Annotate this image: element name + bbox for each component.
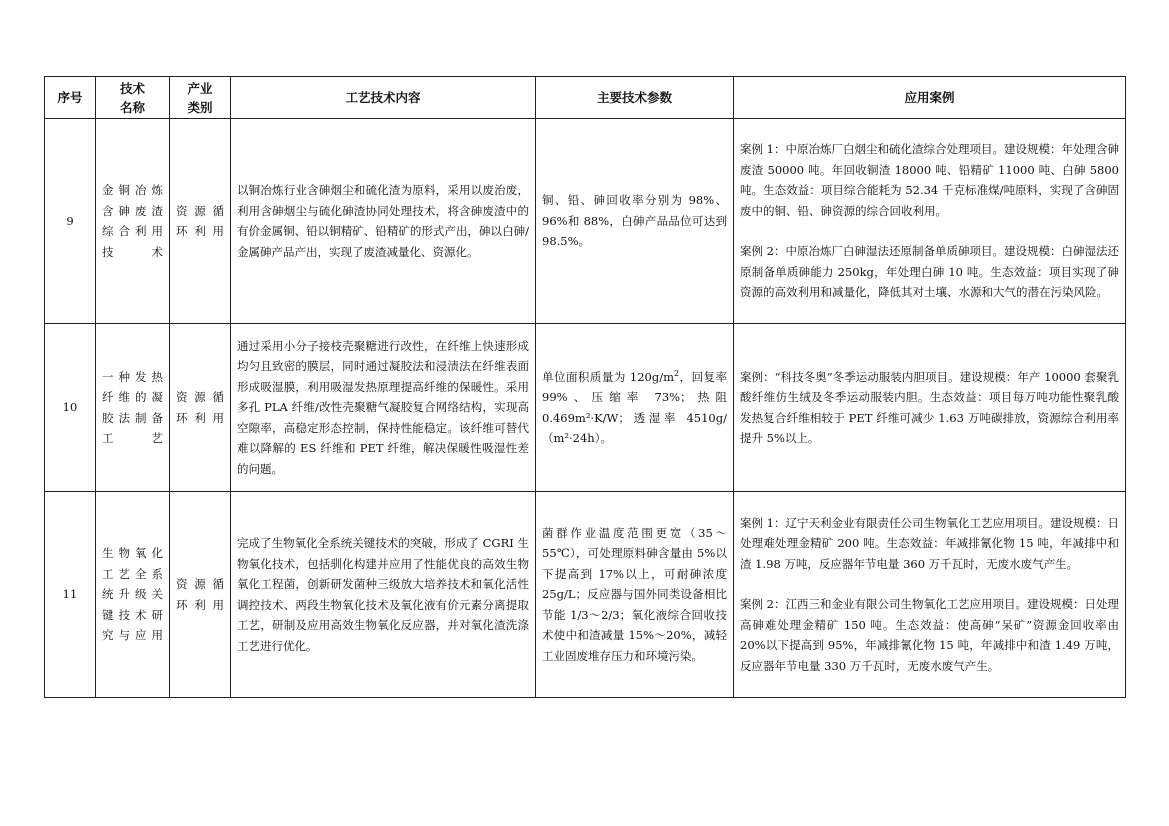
params-superscript: 2 — [674, 368, 680, 378]
technology-name-cell: 金铜冶炼 含砷废渣 综合利用 技术 — [96, 119, 170, 324]
industry-category-cell: 资源循 环利用 — [170, 492, 231, 698]
technology-table — [44, 76, 1126, 698]
application-cases-cell — [734, 324, 1126, 492]
header-process-content: 工艺技术内容 — [231, 77, 536, 119]
application-cases-cell — [734, 119, 1126, 324]
technology-name-cell: 一种发热 纤维的凝 胶法制备 工艺 — [96, 324, 170, 492]
main-parameters-cell — [536, 324, 734, 492]
table-row — [45, 119, 1126, 324]
application-case: 案例 2：江西三和金业有限公司生物氧化工艺应用项目。建设规模：日处理高砷难处理金精矿 150 吨。生态效益：使高砷“呆矿”资源金回收率由 20%以下提高到 95%，年减排氰化物 15 吨，年减排中和渣 1.49 万吨，反应器年节电量 330 万千瓦时，无废水废气产生。 — [740, 597, 1119, 673]
application-case: 案例：“科技冬奥”冬季运动服装内胆项目。建设规模：年产 10000 套聚乳酸纤维仿生绒及冬季运动服装内胆。生态效益：项目每万吨功能性聚乳酸发热复合纤维相较于 PET 纤维可减少 1.63 万吨碳排放，资源综合利用率提升 5%以上。 — [740, 369, 1119, 445]
serial-number-cell: 11 — [45, 492, 96, 698]
process-content-cell: 完成了生物氧化全系统关键技术的突破，形成了 CGRI 生物氧化技术，包括驯化构建并应用了性能优良的高效生物氧化工程菌，创新研发菌种三级放大培养技术和氧化活性调控技术、两段生物氧化技术及氧化液有价元素分离提取工艺，研制及应用高效生物氧化反应器，并对氧化渣洗涤工艺进行优化。 — [231, 492, 536, 698]
application-cases-cell — [734, 492, 1126, 698]
table-row — [45, 324, 1126, 492]
header-industry-category: 产业 类别 — [170, 77, 231, 119]
serial-number-cell: 9 — [45, 119, 96, 324]
header-technology-name: 技术 名称 — [96, 77, 170, 119]
header-row — [45, 77, 1126, 119]
table-row — [45, 492, 1126, 698]
process-content-cell: 通过采用小分子接枝壳聚糖进行改性，在纤维上快速形成均匀且致密的膜层，同时通过凝胶法和浸渍法在纤维表面形成吸湿膜，利用吸湿发热原理提高纤维的保暖性。采用多孔 PLA 纤维/改性壳聚糖气凝胶复合网络结构，实现高空隙率，高稳定形态控制，保持性能稳定。该纤维可替代难以降解的 ES 纤维和 PET 纤维，解决保暖性吸湿性差的问题。 — [231, 324, 536, 492]
header-main-parameters: 主要技术参数 — [536, 77, 734, 119]
header-application-cases: 应用案例 — [734, 77, 1126, 119]
main-parameters-cell: 菌群作业温度范围更宽（35～55℃），可处理原料砷含量由 5%以下提高到 17%以上，可耐砷浓度 25g/L；反应器与国外同类设备相比节能 1/3～2/3；氧化液综合回收技术使中和渣减量 15%～20%，减轻工业固废堆存压力和环境污染。 — [536, 492, 734, 698]
application-case: 案例 1：中原冶炼厂白烟尘和硫化渣综合处理项目。建设规模：年处理含砷废渣 50000 吨。年回收铜渣 18000 吨、铅精矿 11000 吨、白砷 5800 吨。生态效益：项目综合能耗为 52.34 千克标准煤/吨原料，实现了含砷固废中的铜、铅、砷资源的综合回收利用。 — [740, 142, 1119, 218]
application-case: 案例 2：中原冶炼厂白砷湿法还原制备单质砷项目。建设规模：白砷湿法还原制备单质砷能力 250kg，年处理白砷 10 吨。生态效益：项目实现了砷资源的高效利用和减量化，降低其对土壤、水源和大气的潜在污染风险。 — [740, 244, 1119, 300]
process-content-cell: 以铜冶炼行业含砷烟尘和硫化渣为原料，采用以废治废，利用含砷烟尘与硫化砷渣协同处理技术，将含砷废渣中的有价金属铜、铅以铜精矿、铅精矿的形式产出，砷以白砷/金属砷产品产出，实现了废渣减量化、资源化。 — [231, 119, 536, 324]
params-text: ，回复率 99%、压缩率 73%；热阻 0.469m²·K/W；透湿率 4510g/（m²·24h）。 — [542, 369, 728, 445]
industry-category-cell: 资源循 环利用 — [170, 119, 231, 324]
params-text: 单位面积质量为 120g/m — [542, 369, 675, 384]
industry-category-cell: 资源循 环利用 — [170, 324, 231, 492]
serial-number-cell: 10 — [45, 324, 96, 492]
header-serial-number: 序号 — [45, 77, 96, 119]
application-case: 案例 1：辽宁天利金业有限责任公司生物氧化工艺应用项目。建设规模：日处理难处理金精矿 200 吨。生态效益：年减排氰化物 15 吨，年减排中和渣 1.98 万吨，反应器年节电量 360 万千瓦时，无废水废气产生。 — [740, 515, 1119, 571]
main-parameters-cell: 铜、铅、砷回收率分别为 98%、96%和 88%，白砷产品品位可达到 98.5%。 — [536, 119, 734, 324]
technology-name-cell: 生物氧化 工艺全系 统升级关 键技术研 究与应用 — [96, 492, 170, 698]
